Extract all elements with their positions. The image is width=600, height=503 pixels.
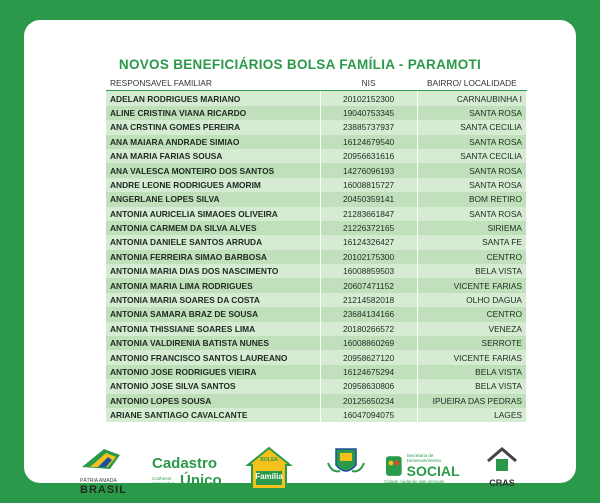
cell-responsavel: ANTONIO FRANCISCO SANTOS LAUREANO: [106, 350, 320, 364]
cell-responsavel: ANTONIA THISSIANE SOARES LIMA: [106, 322, 320, 336]
cell-responsavel: ANTONIO JOSE RODRIGUES VIEIRA: [106, 365, 320, 379]
content-card: [24, 20, 576, 496]
cell-bairro: IPUEIRA DAS PEDRAS: [417, 394, 526, 408]
cell-bairro: SANTA CECILIA: [417, 149, 526, 163]
cadastro-sub: Conhecer para incluir: [152, 475, 175, 486]
table-row: [106, 149, 527, 163]
cell-bairro: CARNAUBINHA I: [417, 91, 526, 106]
table-row: [106, 278, 527, 292]
cell-responsavel: ANTONIA MARIA LIMA RODRIGUES: [106, 278, 320, 292]
secretaria-social-logo: [384, 445, 468, 493]
page-title: NOVOS BENEFICIÁRIOS BOLSA FAMÍLIA - PARAMOTI: [118, 57, 482, 72]
social-sub: Cidade cuidando das pessoas: [384, 479, 445, 484]
cell-responsavel: ANTONIA MARIA DIAS DOS NASCIMENTO: [106, 264, 320, 278]
table-row: [106, 322, 527, 336]
bolsa-line2: Família: [255, 472, 283, 481]
cell-responsavel: ANTONIO JOSE SILVA SANTOS: [106, 379, 320, 393]
table-row: [106, 221, 527, 235]
cadastro-line1: Cadastro: [152, 455, 218, 472]
bolsa-familia-logo: [244, 445, 294, 493]
cell-bairro: SANTA ROSA: [417, 163, 526, 177]
cell-bairro: BELA VISTA: [417, 379, 526, 393]
cell-responsavel: ANTONIA CARMEM DA SILVA ALVES: [106, 221, 320, 235]
bolsa-line1: BOLSA: [260, 457, 278, 463]
cell-bairro: BOM RETIRO: [417, 192, 526, 206]
cell-bairro: SANTA ROSA: [417, 106, 526, 120]
house-icon: [244, 445, 294, 491]
brasil-flag-icon: [80, 445, 128, 473]
cell-nis: 21226372165: [320, 221, 417, 235]
cell-bairro: SANTA ROSA: [417, 178, 526, 192]
social-big: SOCIAL: [406, 463, 460, 479]
cell-nis: 16008860269: [320, 336, 417, 350]
paramoti-label: PARAMOTI: [327, 484, 365, 491]
table-row: [106, 307, 527, 321]
brasil-line1: PÁTRIA AMADA: [80, 478, 117, 484]
cell-nis: 16008859503: [320, 264, 417, 278]
cell-responsavel: ANTONIA VALDIRENIA BATISTA NUNES: [106, 336, 320, 350]
table-row: [106, 135, 527, 149]
table-row: [106, 394, 527, 408]
table-row: [106, 293, 527, 307]
table-row: [106, 336, 527, 350]
cell-bairro: SANTA FE: [417, 235, 526, 249]
cell-nis: 20956631616: [320, 149, 417, 163]
cell-responsavel: ANA MAIARA ANDRADE SIMIAO: [106, 135, 320, 149]
coat-of-arms-icon: [324, 445, 368, 479]
cell-nis: 16047094075: [320, 408, 417, 422]
cell-nis: 14276096193: [320, 163, 417, 177]
cell-nis: 16124675294: [320, 365, 417, 379]
footer-logos: [24, 445, 576, 495]
cell-responsavel: ANTONIA SAMARA BRAZ DE SOUSA: [106, 307, 320, 321]
cell-nis: 20102152300: [320, 91, 417, 106]
cell-responsavel: ANGERLANE LOPES SILVA: [106, 192, 320, 206]
paramoti-logo: [324, 445, 368, 493]
cras-label: CRAS: [489, 478, 515, 488]
table-row: [106, 379, 527, 393]
cell-nis: 21283661847: [320, 207, 417, 221]
cell-nis: 16124326427: [320, 235, 417, 249]
table-row: [106, 365, 527, 379]
social-small: Secretaria de Desenvolvimento: [406, 453, 442, 463]
cell-bairro: CENTRO: [417, 307, 526, 321]
cell-nis: 23684134166: [320, 307, 417, 321]
cell-nis: 19040753345: [320, 106, 417, 120]
cell-responsavel: ALINE CRISTINA VIANA RICARDO: [106, 106, 320, 120]
cadastro-line2: Único: [180, 472, 222, 489]
header-bairro: BAIRRO/ LOCALIDADE: [417, 76, 526, 91]
cell-bairro: OLHO DAGUA: [417, 293, 526, 307]
brasil-logo: [80, 445, 128, 496]
cell-bairro: SANTA ROSA: [417, 207, 526, 221]
table-row: [106, 235, 527, 249]
cell-bairro: BELA VISTA: [417, 264, 526, 278]
family-icon: [384, 454, 404, 478]
cell-nis: 20958630806: [320, 379, 417, 393]
header-responsavel: RESPONSAVEL FAMILIAR: [106, 76, 320, 91]
table-row: [106, 178, 527, 192]
cell-bairro: VICENTE FARIAS: [417, 278, 526, 292]
cell-nis: 20102175300: [320, 250, 417, 264]
cell-responsavel: ANDRE LEONE RODRIGUES AMORIM: [106, 178, 320, 192]
table-row: [106, 192, 527, 206]
cell-nis: 23885737937: [320, 120, 417, 134]
table-row: [106, 163, 527, 177]
cell-responsavel: ANA CRSTINA GOMES PEREIRA: [106, 120, 320, 134]
cell-bairro: VENEZA: [417, 322, 526, 336]
cell-bairro: SIRIEMA: [417, 221, 526, 235]
cell-nis: 20958627120: [320, 350, 417, 364]
cell-bairro: VICENTE FARIAS: [417, 350, 526, 364]
cell-responsavel: ANTONIO LOPES SOUSA: [106, 394, 320, 408]
cell-nis: 20125650234: [320, 394, 417, 408]
cell-bairro: SANTA ROSA: [417, 135, 526, 149]
cell-bairro: BELA VISTA: [417, 365, 526, 379]
table-row: [106, 350, 527, 364]
cras-house-icon: [484, 445, 520, 473]
cell-nis: 16008815727: [320, 178, 417, 192]
cell-responsavel: ANTONIA DANIELE SANTOS ARRUDA: [106, 235, 320, 249]
cell-responsavel: ADELAN RODRIGUES MARIANO: [106, 91, 320, 106]
cell-responsavel: ANTONIA FERREIRA SIMAO BARBOSA: [106, 250, 320, 264]
table-row: [106, 91, 527, 106]
table-header-row: [106, 76, 527, 91]
table-row: [106, 408, 527, 422]
brasil-line2: BRASIL: [80, 484, 127, 496]
cell-nis: 21214582018: [320, 293, 417, 307]
beneficiaries-table: [106, 76, 527, 422]
table-row: [106, 120, 527, 134]
table-row: [106, 106, 527, 120]
cell-responsavel: ANTONIA MARIA SOARES DA COSTA: [106, 293, 320, 307]
cell-responsavel: ANA MARIA FARIAS SOUSA: [106, 149, 320, 163]
cell-nis: 20450359141: [320, 192, 417, 206]
cell-responsavel: ANA VALESCA MONTEIRO DOS SANTOS: [106, 163, 320, 177]
table-row: [106, 250, 527, 264]
cell-bairro: SANTA CECILIA: [417, 120, 526, 134]
cell-responsavel: ARIANE SANTIAGO CAVALCANTE: [106, 408, 320, 422]
cell-bairro: LAGES: [417, 408, 526, 422]
cras-logo: [484, 445, 520, 493]
cell-bairro: CENTRO: [417, 250, 526, 264]
cell-nis: 20607471152: [320, 278, 417, 292]
table-row: [106, 207, 527, 221]
cell-nis: 16124679540: [320, 135, 417, 149]
cell-responsavel: ANTONIA AURICELIA SIMAOES OLIVEIRA: [106, 207, 320, 221]
cell-bairro: SERROTE: [417, 336, 526, 350]
header-nis: NIS: [320, 76, 417, 91]
table-row: [106, 264, 527, 278]
cadastro-unico-logo: [152, 445, 228, 493]
cell-nis: 20180266572: [320, 322, 417, 336]
